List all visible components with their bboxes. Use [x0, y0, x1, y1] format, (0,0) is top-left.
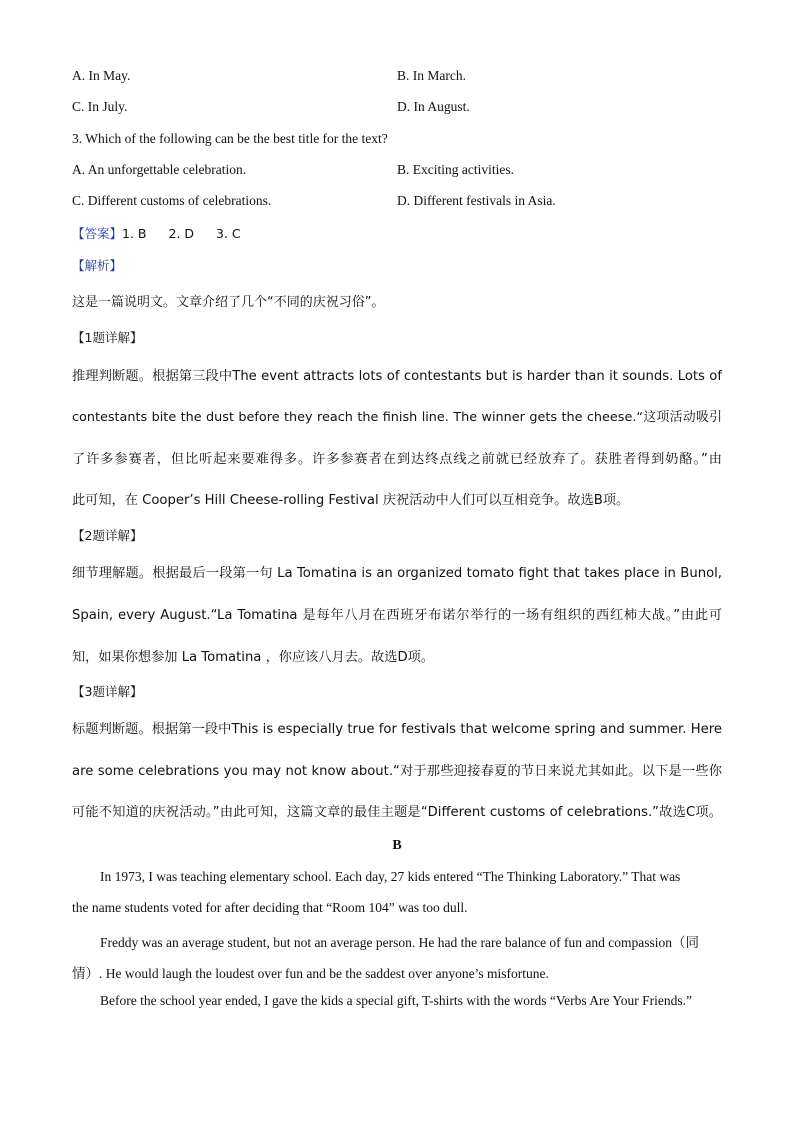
answer-2: 2. D [168, 226, 195, 241]
answer-line [72, 224, 241, 242]
detail2-line-2: Spain, every August.“La Tomatina 是每年八月在西班牙布诺尔举行的一场有组织的西红柿大战。”由此可 [72, 608, 722, 623]
detail2-tag: 【2题详解】 [72, 528, 143, 543]
q2-option-c: C. In July. [72, 99, 128, 114]
detail1-line-3: 了许多参赛者，但比听起来要难得多。许多参赛者在到达终点线之前就已经放弃了。获胜者得到奶酪。”由 [72, 452, 722, 467]
answer-3: 3. C [216, 226, 241, 241]
detail1-line-1: 推理判断题。根据第三段中The event attracts lots of contestants but is harder than it sounds. Lots of [72, 369, 722, 384]
detail3-line-2: are some celebrations you may not know about.“对于那些迎接春夏的节日来说尤其如此。以下是一些你 [72, 764, 722, 779]
detail3-line-1: 标题判断题。根据第一段中This is especially true for festivals that welcome spring and summer. Here [72, 722, 722, 737]
answer-1: 1. B [122, 226, 147, 241]
detail2-line-1: 细节理解题。根据最后一段第一句 La Tomatina is an organized tomato fight that takes place in Bunol, [72, 566, 722, 581]
q2-option-d: D. In August. [397, 99, 470, 114]
q2-option-b: B. In March. [397, 68, 466, 83]
detail3-tag: 【3题详解】 [72, 684, 143, 699]
answer-tag: 【答案】 [72, 226, 123, 241]
detail1-tag: 【1题详解】 [72, 330, 143, 345]
q3-option-c: C. Different customs of celebrations. [72, 193, 272, 208]
q3-stem: 3. Which of the following can be the best title for the text? [72, 131, 388, 146]
detail1-line-2: contestants bite the dust before they reach the finish line. The winner gets the cheese.“这项活动吸引 [72, 410, 722, 425]
detail2-line-3: 知，如果你想参加 La Tomatina ，你应该八月去。故选D项。 [72, 650, 434, 665]
q2-option-a: A. In May. [72, 68, 131, 83]
detail3-line-3: 可能不知道的庆祝活动。”由此可知，这篇文章的最佳主题是“Different customs of celebrations.”故选C项。 [72, 805, 722, 820]
q3-option-a: A. An unforgettable celebration. [72, 162, 247, 177]
section-b-line-5: Before the school year ended, I gave the kids a special gift, T-shirts with the words “Verbs Are Your Friends.” [100, 993, 692, 1008]
analysis-intro: 这是一篇说明文。文章介绍了几个“不同的庆祝习俗”。 [72, 295, 385, 310]
section-b-title: B [392, 838, 402, 853]
section-b-line-2: the name students voted for after deciding that “Room 104” was too dull. [72, 900, 468, 915]
analysis-tag: 【解析】 [72, 258, 123, 273]
q3-option-d: D. Different festivals in Asia. [397, 193, 556, 208]
q3-option-b: B. Exciting activities. [397, 162, 514, 177]
section-b-line-4: 情）. He would laugh the loudest over fun and be the saddest over anyone’s misfortune. [72, 966, 549, 981]
section-b-line-3: Freddy was an average student, but not an average person. He had the rare balance of fun and compassion（同 [100, 935, 700, 950]
detail1-line-4: 此可知，在 Cooper’s Hill Cheese-rolling Festival 庆祝活动中人们可以互相竞争。故选B项。 [72, 493, 630, 508]
section-b-line-1: In 1973, I was teaching elementary school. Each day, 27 kids entered “The Thinking Laboratory.” That was [100, 869, 681, 884]
